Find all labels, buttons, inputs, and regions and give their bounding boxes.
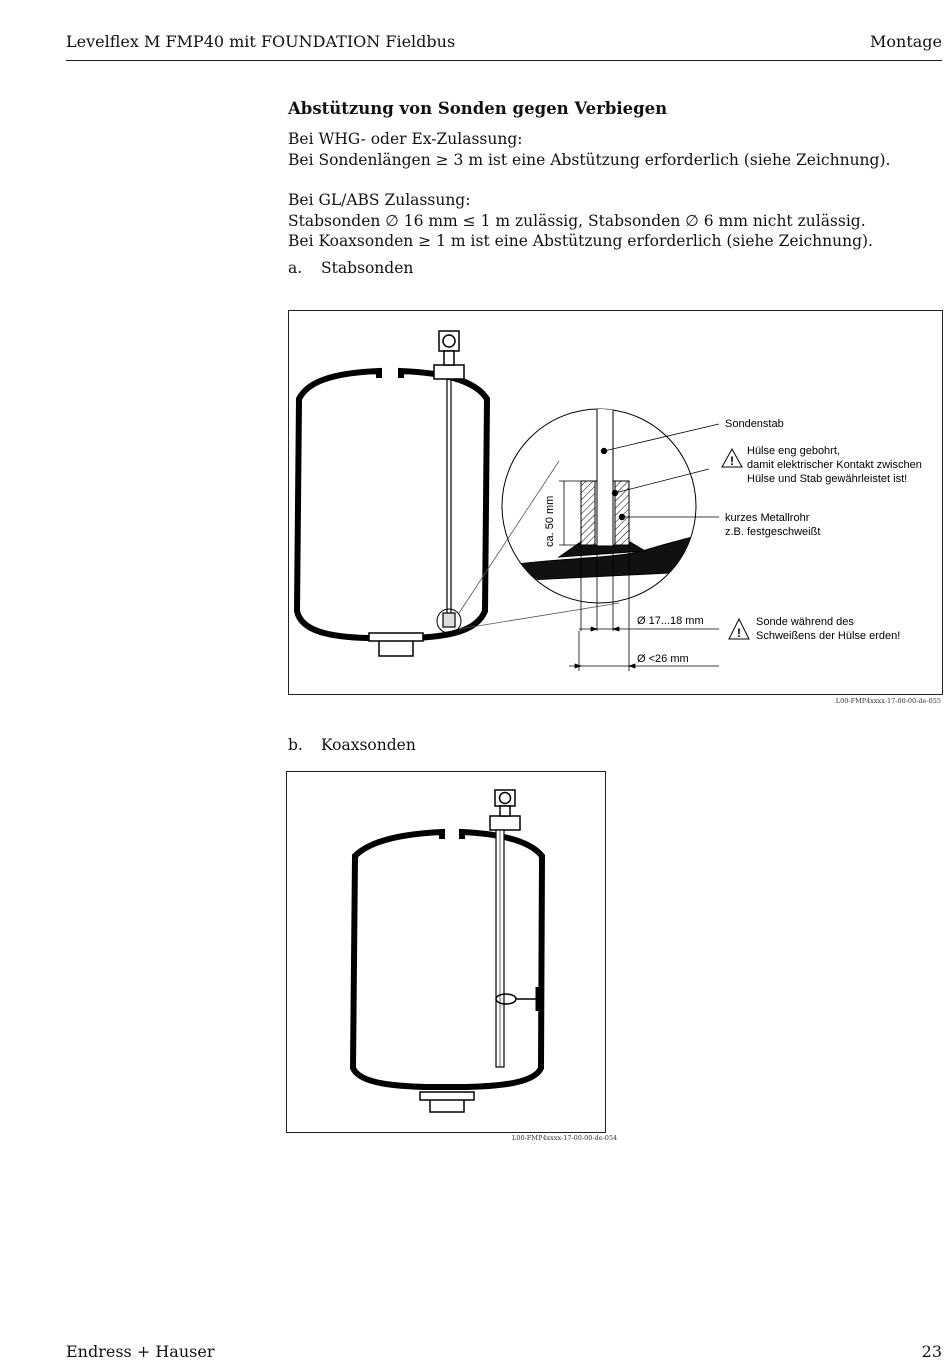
warning-icon xyxy=(729,619,749,640)
label-sondenstab: Sondenstab xyxy=(725,418,784,430)
list-label: Stabsonden xyxy=(321,259,414,277)
figure-a-code: L00-FMP4xxxx-17-00-00-de-055 xyxy=(835,697,941,705)
gl-heading: Bei GL/ABS Zulassung: xyxy=(288,191,471,209)
label-warning-line1: Sonde während des xyxy=(756,616,854,628)
figure-rod-probe xyxy=(288,310,943,695)
warning-icon xyxy=(722,449,742,468)
section-title: Abstützung von Sonden gegen Verbiegen xyxy=(288,99,668,118)
whg-paragraph xyxy=(288,129,890,170)
label-warning-line2: Schweißens der Hülse erden! xyxy=(756,630,901,642)
dimension-height-label: ca. 50 mm xyxy=(544,495,556,547)
gl-text-1: Stabsonden ∅ 16 mm ≤ 1 m zulässig, Stabsonden ∅ 6 mm nicht zulässig. xyxy=(288,211,866,230)
footer-company: Endress + Hauser xyxy=(66,1342,215,1361)
list-marker: a. xyxy=(288,259,303,277)
dimension-inner-diameter: Ø 17...18 mm xyxy=(637,615,704,627)
label-metallrohr-line1: kurzes Metallrohr xyxy=(725,512,810,524)
header-section-name: Montage xyxy=(870,32,942,51)
svg-text:!: ! xyxy=(730,454,734,468)
label-huelse-line2: damit elektrischer Kontakt zwischen xyxy=(747,459,922,471)
tank-drawing xyxy=(353,790,542,1112)
tank-drawing xyxy=(297,331,487,656)
dimension-outer-diameter: Ø <26 mm xyxy=(637,653,689,665)
figure-coax-probe xyxy=(286,771,606,1133)
label-metallrohr-line2: z.B. festgeschweißt xyxy=(725,526,821,538)
whg-heading: Bei WHG- oder Ex-Zulassung: xyxy=(288,130,523,148)
whg-text: Bei Sondenlängen ≥ 3 m ist eine Abstützung erforderlich (siehe Zeichnung). xyxy=(288,150,891,169)
list-marker: b. xyxy=(288,736,303,754)
header-rule xyxy=(66,60,942,61)
list-label: Koaxsonden xyxy=(321,736,416,754)
detail-magnifier xyxy=(502,406,709,671)
list-item-koaxsonden xyxy=(288,736,416,754)
svg-text:!: ! xyxy=(737,626,741,640)
figure-b-code: L00-FMP4xxxx-17-00-00-de-054 xyxy=(512,1134,618,1142)
label-huelse-line1: Hülse eng gebohrt, xyxy=(747,445,840,457)
header-document-title: Levelflex M FMP40 mit FOUNDATION Fieldbus xyxy=(66,32,456,51)
label-huelse-line3: Hülse und Stab gewährleistet ist! xyxy=(747,473,908,485)
gl-text-2: Bei Koaxsonden ≥ 1 m ist eine Abstützung erforderlich (siehe Zeichnung). xyxy=(288,232,873,250)
footer-page-number: 23 xyxy=(921,1342,942,1361)
list-item-stabsonden xyxy=(288,259,413,277)
gl-paragraph xyxy=(288,190,873,252)
